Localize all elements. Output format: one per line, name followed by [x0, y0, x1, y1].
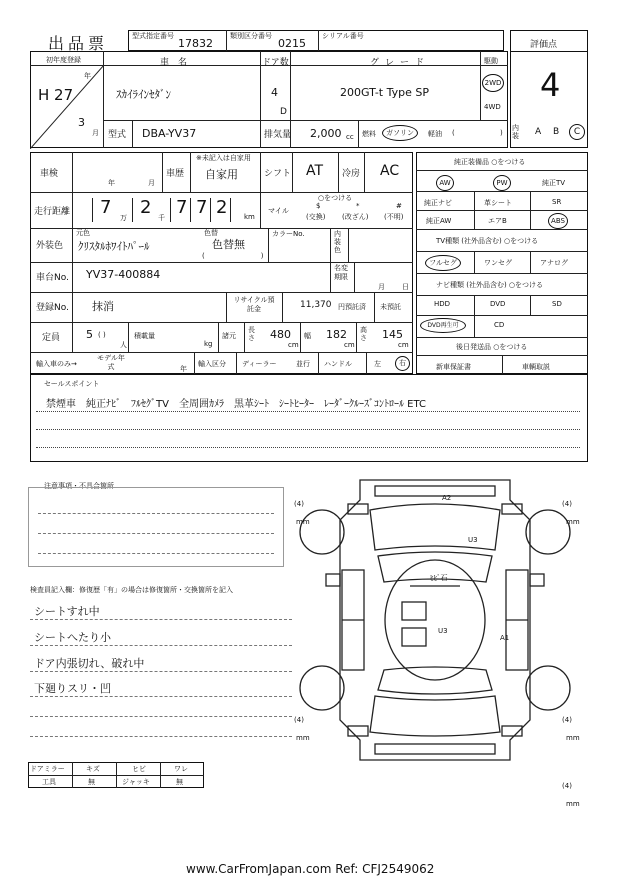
serial-label: シリアル番号 — [322, 32, 364, 40]
drive-4wd: 4WD — [484, 103, 501, 111]
interior-a: A — [535, 127, 542, 137]
equip-aw-circled: AW — [436, 175, 454, 191]
parallel: 並行 — [296, 360, 310, 368]
mileage-d2: 2 — [140, 197, 152, 218]
equip-tv: 純正TV — [542, 179, 566, 187]
name-change-label: 名変期限 — [334, 264, 348, 281]
mileage-d5: 2 — [216, 197, 228, 218]
car-name-label: 車 名 — [160, 58, 188, 68]
interior-label: 内装 — [512, 124, 519, 140]
size-label: 諸元 — [222, 332, 236, 340]
navi-hdd: HDD — [434, 300, 451, 308]
shift-label: シフト — [264, 169, 292, 179]
sales-point-box — [30, 374, 588, 462]
history-value: 自家用 — [205, 168, 238, 181]
exterior-label: 外装色 — [36, 241, 64, 251]
height-label: 高さ — [360, 326, 367, 342]
fuel-gasoline-circled: ガソリン — [382, 125, 418, 141]
legend-h4: ワレ — [174, 765, 188, 773]
genuine-equipment-label: 純正装備品 ○をつける — [454, 158, 526, 166]
mileage-sen: 千 — [158, 214, 165, 222]
tampered-sym: * — [356, 202, 360, 210]
tyre-rl-unit: mm — [296, 734, 310, 742]
chassis-label: 車台No. — [36, 273, 69, 283]
grade-label: グレード — [370, 58, 431, 68]
history-label: 車歴 — [166, 169, 185, 179]
mileage-d1: 7 — [100, 197, 112, 218]
car-name: ｽｶｲﾗｲﾝｾﾀﾞﾝ — [116, 88, 171, 101]
exchange-sym: $ — [316, 202, 321, 210]
tampered-label: (改ざん) — [342, 213, 369, 221]
recycle-amount: 11,370 — [300, 300, 332, 310]
reg-month-unit: 月 — [92, 129, 99, 137]
orig-color-label: 元色 — [76, 229, 90, 237]
displacement-unit: cc — [346, 133, 354, 141]
import-class-label: 輸入区分 — [198, 360, 226, 368]
spare-tyre-depth: (4) — [562, 782, 572, 790]
exterior-color: ｸﾘｽﾀﾙﾎﾜｲﾄﾊﾟｰﾙ — [78, 240, 150, 253]
note-line-4: 下廻りスリ・凹 — [34, 682, 111, 695]
class-label: 類別区分番号 — [230, 32, 272, 40]
recycle-unpaid: 未預託 — [380, 303, 401, 311]
drive-2wd-circled: 2WD — [482, 74, 504, 92]
tv-fullseg-circled: フルセグ — [425, 255, 461, 271]
length-value: 480 — [270, 328, 291, 341]
drive-label: 駆動 — [484, 57, 498, 65]
capacity-paren: ( ) — [98, 331, 106, 339]
doors-value: 4 — [271, 86, 278, 99]
tv-oneseg: ワンセグ — [484, 259, 512, 267]
width-label: 幅 — [304, 332, 311, 340]
caution-box — [28, 487, 284, 567]
mileage-mark-label: ○をつける — [318, 194, 353, 202]
interior-b: B — [553, 127, 560, 137]
inspector-label: 検査員記入欄：修復歴「有」の場合は修復箇所・交換箇所を記入 — [30, 586, 233, 594]
equip-sr: SR — [552, 198, 562, 206]
recycle-unit: 円預託済 — [338, 303, 366, 311]
interior-color-label: 内装色 — [334, 230, 341, 254]
tyre-rr-depth: (4) — [562, 716, 572, 724]
legend-v3: ジャッキ — [122, 778, 150, 786]
mileage-d4: 7 — [196, 197, 208, 218]
mileage-label: 走行距離 — [34, 207, 71, 217]
color-change: 色替無 — [212, 238, 245, 251]
footer-reference: www.CarFromJapan.com Ref: CFJ2549062 — [186, 862, 435, 876]
fuel-diesel: 軽油 — [428, 130, 442, 138]
later-doc-warranty: 新車保証書 — [436, 363, 471, 371]
score-value: 4 — [540, 66, 561, 104]
reg-year: H 27 — [38, 86, 74, 104]
grade-value: 200GT-t Type SP — [340, 86, 429, 99]
tyre-rl-depth: (4) — [294, 716, 304, 724]
length-unit: cm — [288, 341, 299, 349]
doors-type: D — [280, 107, 287, 117]
fuel-other-close: ) — [500, 129, 503, 137]
damage-mark-roof: U3 — [438, 627, 448, 635]
width-value: 182 — [326, 328, 347, 341]
history-note: ※未記入は自家用 — [196, 154, 251, 162]
color-change-paren: ( ) — [202, 252, 264, 260]
damage-mark-front: A2 — [442, 494, 452, 502]
spare-tyre-unit: mm — [566, 800, 580, 808]
registration-value: 抹消 — [92, 300, 114, 313]
note-line-3: ドア内張切れ、破れ中 — [34, 657, 145, 670]
tv-analog: アナログ — [540, 259, 568, 267]
displacement-value: 2,000 — [310, 127, 342, 140]
inspection-year: 年 — [108, 179, 115, 187]
height-unit: cm — [398, 341, 409, 349]
model-cert-label: 型式指定番号 — [132, 32, 174, 40]
legend-v2: 無 — [88, 778, 95, 786]
navi-sd: SD — [552, 300, 562, 308]
damage-mark-windshield: ﾋﾋﾞ石 — [430, 574, 448, 582]
unknown-sym: # — [396, 202, 402, 210]
equip-pw-circled: PW — [493, 175, 511, 191]
note-line-2: シートへたり小 — [34, 631, 111, 644]
model-type: DBA-YV37 — [142, 127, 197, 140]
caution-label: 注意事項・不具合箇所 — [44, 482, 114, 490]
car-body-diagram — [290, 470, 590, 770]
tyre-fr-depth: (4) — [562, 500, 572, 508]
chassis-no: YV37-400884 — [86, 268, 161, 281]
load-unit: kg — [204, 340, 213, 348]
navi-dvd-play-circled: DVD再生可 — [420, 318, 466, 333]
class-no: 0215 — [278, 37, 306, 50]
mileage-unit: km — [244, 213, 255, 221]
navi-dvd: DVD — [490, 300, 506, 308]
height-value: 145 — [382, 328, 403, 341]
model-type-label: 型式 — [108, 130, 127, 140]
width-unit: cm — [344, 341, 355, 349]
sales-point-label: セールスポイント — [44, 380, 100, 388]
fuel-other-open: ( — [452, 129, 455, 137]
dealer: ディーラー — [242, 360, 277, 368]
unknown-label: (不明) — [384, 213, 404, 221]
legend-v1: 工具 — [42, 778, 56, 786]
model-cert-no: 17832 — [178, 37, 213, 50]
capacity-unit: 人 — [120, 341, 127, 349]
handle-right-circled: 右 — [395, 356, 410, 371]
reg-year-unit: 年 — [84, 72, 91, 80]
legend-h2: キズ — [86, 765, 100, 773]
capacity-value: 5 — [86, 328, 93, 341]
inspection-month: 月 — [148, 179, 155, 187]
import-label: 輸入車のみ→ — [36, 360, 77, 368]
ac-value: AC — [380, 163, 400, 179]
handle-left: 左 — [374, 360, 381, 368]
sales-point-text: 禁煙車 純正ﾅﾋﾞ ﾌﾙｾｸﾞTV 全周囲ｶﾒﾗ 黒革ｼｰﾄ ｼｰﾄﾋｰﾀｰ ﾚｰﾀﾞｰｸﾙｰｽﾞｺﾝﾄﾛｰﾙ ETC — [46, 399, 426, 410]
equip-genuine-aw: 純正AW — [426, 217, 452, 225]
damage-mark-side: A1 — [500, 634, 510, 642]
equip-leather: 革シート — [484, 199, 512, 207]
handle-label: ハンドル — [324, 360, 352, 368]
nc-day: 日 — [402, 283, 409, 291]
doors-label: ドア数 — [262, 58, 289, 68]
exchange-label: (交換) — [306, 213, 326, 221]
inspection-label: 車検 — [40, 169, 59, 179]
legend-v4: 無 — [176, 778, 183, 786]
recycle-label: リサイクル預託金 — [233, 296, 275, 313]
interior-c-circled: C — [569, 124, 585, 140]
mileage-man: 万 — [120, 214, 127, 222]
reg-month: 3 — [78, 116, 85, 129]
tyre-fl-unit: mm — [296, 518, 310, 526]
damage-mark-hood: U3 — [468, 536, 478, 544]
tyre-fl-depth: (4) — [294, 500, 304, 508]
legend-h3: ヒビ — [132, 765, 146, 773]
later-doc-manual: 車輌取説 — [522, 363, 550, 371]
shift-value: AT — [306, 163, 324, 179]
model-year-unit: 年 — [180, 365, 187, 373]
tv-type-label: TV種類 (社外品含む) ○をつける — [436, 237, 539, 245]
mile-label: マイル — [268, 207, 289, 215]
model-year-label: モデル年式 — [97, 354, 125, 371]
score-label: 評価点 — [530, 40, 558, 50]
first-reg-label: 初年度登録 — [46, 56, 81, 64]
length-label: 長さ — [248, 326, 255, 342]
load-label: 積載量 — [134, 332, 155, 340]
nc-month: 月 — [378, 283, 385, 291]
note-line-1: シートすれ中 — [34, 605, 100, 618]
displacement-label: 排気量 — [264, 130, 292, 140]
tyre-fr-unit: mm — [566, 518, 580, 526]
fuel-label: 燃料 — [362, 130, 376, 138]
ac-label: 冷房 — [342, 169, 361, 179]
registration-label: 登録No. — [36, 303, 69, 313]
sheet-title: 出品票 — [48, 34, 109, 53]
reg-diagonal — [30, 65, 104, 149]
equip-abs-circled: ABS — [548, 213, 568, 229]
legend-h1: ドアミラー — [30, 765, 65, 773]
capacity-label: 定員 — [42, 333, 61, 343]
equip-airbag: エアB — [488, 217, 507, 225]
mileage-d3: 7 — [176, 197, 188, 218]
navi-type-label: ナビ種類 (社外品含む) ○をつける — [436, 281, 544, 289]
colorno-label: カラーNo. — [272, 230, 305, 238]
navi-cd: CD — [494, 321, 505, 329]
equip-navi: 純正ナビ — [424, 199, 452, 207]
later-docs-label: 後日発送品 ○をつける — [456, 343, 528, 351]
color-change-label: 色替 — [204, 229, 218, 237]
tyre-rr-unit: mm — [566, 734, 580, 742]
